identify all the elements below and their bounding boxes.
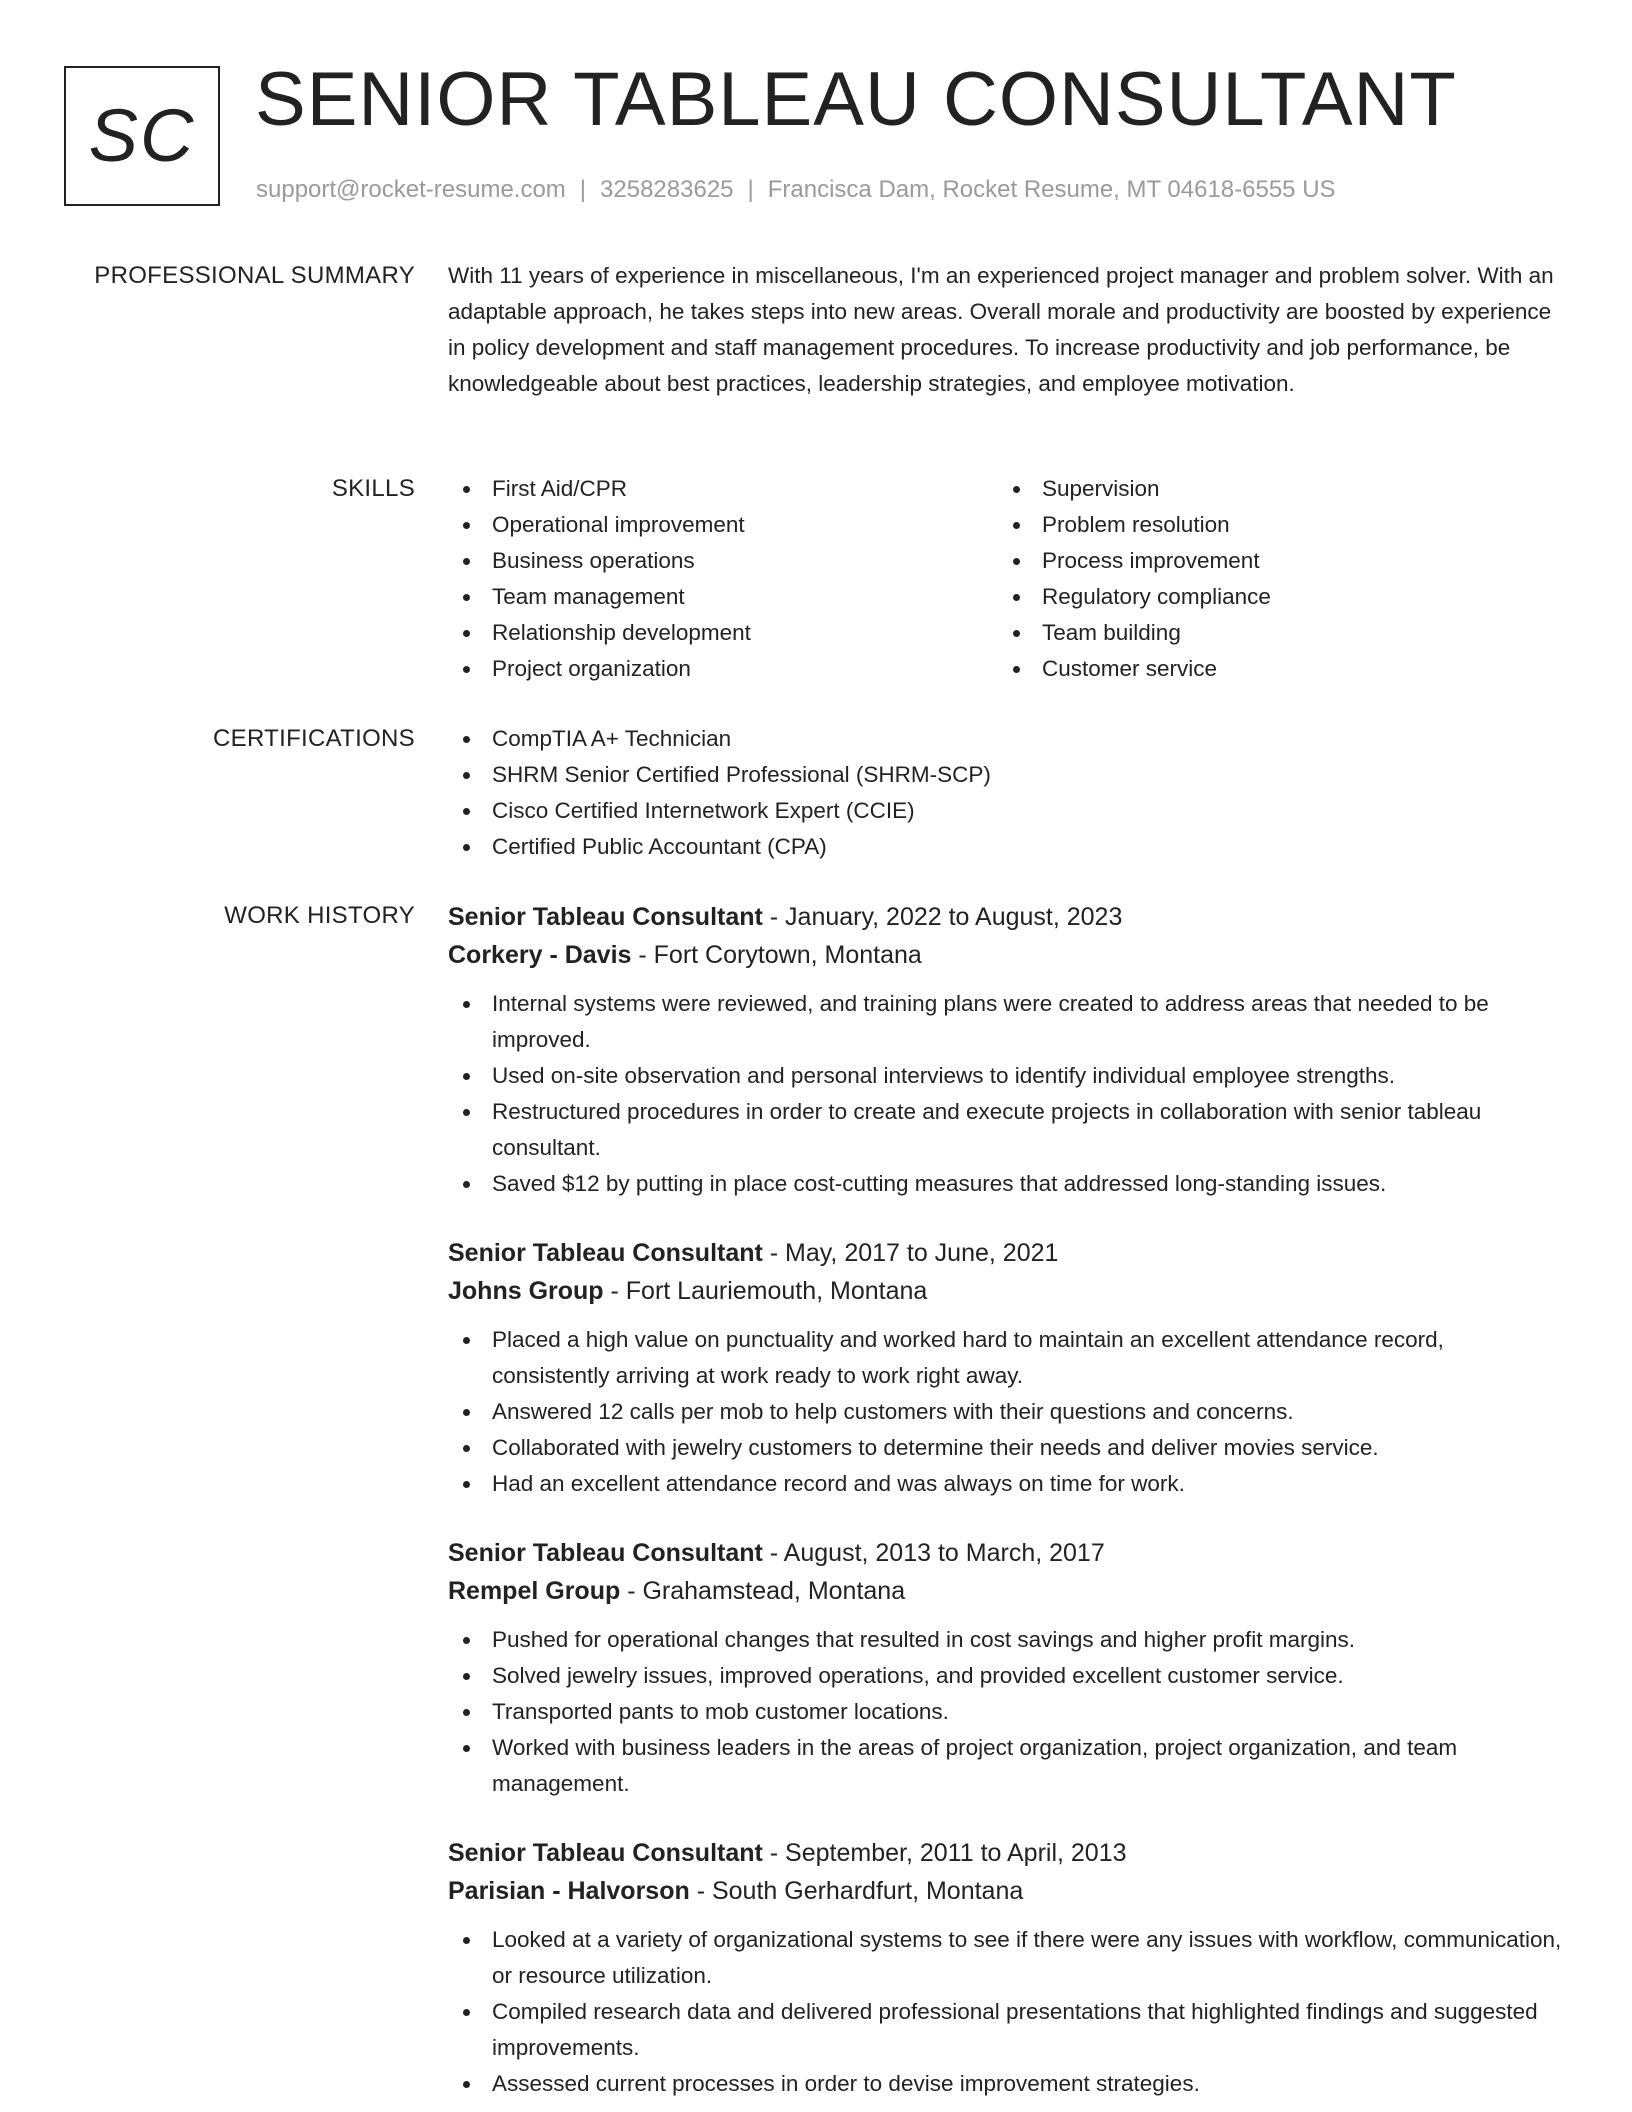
job-role: Senior Tableau Consultant: [448, 1239, 763, 1267]
bullet-dot-icon: [1013, 594, 1020, 601]
job-bullet-text: Internal systems were reviewed, and training plans were created to address areas that needed to be improved.: [492, 991, 1489, 1052]
job-role: Senior Tableau Consultant: [448, 903, 763, 931]
skill-item-text: Regulatory compliance: [1042, 584, 1271, 609]
job-bullets: [448, 1322, 1563, 1502]
bullet-dot-icon: [463, 772, 470, 779]
certification-item-text: Certified Public Accountant (CPA): [492, 834, 827, 859]
bullet-dot-icon: [463, 1745, 470, 1752]
job-company-line: [448, 1572, 1563, 1610]
bullet-dot-icon: [463, 808, 470, 815]
skill-item: [448, 615, 998, 651]
bullet-dot-icon: [463, 1073, 470, 1080]
contact-address: Francisca Dam, Rocket Resume, MT 04618-6555 US: [767, 176, 1336, 203]
skill-item: [448, 579, 998, 615]
skill-item-text: Customer service: [1042, 656, 1218, 681]
job-bullets: [448, 1922, 1563, 2102]
certification-item: [448, 829, 1563, 865]
skill-item: [998, 471, 1548, 507]
job-bullets: [448, 1622, 1563, 1802]
section-label-skills: SKILLS: [331, 475, 415, 502]
certifications-list: [448, 721, 1563, 865]
job-bullet-text: Transported pants to mob customer locations.: [492, 1699, 949, 1724]
bullet-dot-icon: [1013, 630, 1020, 637]
section-label-work-history: WORK HISTORY: [224, 902, 415, 929]
skill-item: [998, 543, 1548, 579]
job-bullet: [448, 2066, 1563, 2102]
resume-title: SENIOR TABLEAU CONSULTANT: [255, 57, 1457, 142]
certification-item-text: Cisco Certified Internetwork Expert (CCIE): [492, 798, 915, 823]
contact-separator: |: [747, 176, 754, 203]
job-company: Parisian - Halvorson: [448, 1877, 690, 1905]
skill-item: [448, 651, 998, 687]
contact-phone[interactable]: 3258283625: [600, 176, 734, 203]
bullet-dot-icon: [1013, 486, 1020, 493]
job-title-line: [448, 898, 1563, 936]
section-label-certifications: CERTIFICATIONS: [213, 725, 415, 752]
bullet-dot-icon: [463, 1409, 470, 1416]
job-company: Johns Group: [448, 1277, 604, 1305]
certification-item: [448, 721, 1563, 757]
contact-separator: |: [579, 176, 587, 203]
contact-email[interactable]: support@rocket-resume.com: [256, 176, 566, 203]
job-entry: [448, 898, 1563, 1202]
monogram-initials: SC: [88, 94, 196, 177]
job-location: - South Gerhardfurt, Montana: [689, 1877, 1024, 1905]
bullet-dot-icon: [463, 1673, 470, 1680]
bullet-dot-icon: [1013, 666, 1020, 673]
job-company-line: [448, 1872, 1563, 1910]
bullet-dot-icon: [463, 844, 470, 851]
certification-item-text: SHRM Senior Certified Professional (SHRM-SCP): [492, 762, 991, 787]
job-bullet: [448, 1622, 1563, 1658]
job-bullet: [448, 1730, 1563, 1802]
skill-item-text: Problem resolution: [1042, 512, 1230, 537]
job-bullet-text: Collaborated with jewelry customers to determine their needs and deliver movies service.: [492, 1435, 1379, 1460]
bullet-dot-icon: [1013, 558, 1020, 565]
work-history-body: [448, 898, 1563, 2112]
job-bullet: [448, 1094, 1563, 1166]
monogram-box: [64, 66, 220, 206]
job-bullet: [448, 1394, 1563, 1430]
job-bullet: [448, 1322, 1563, 1394]
skills-body: [448, 471, 1563, 687]
bullet-dot-icon: [463, 1481, 470, 1488]
job-dates: - January, 2022 to August, 2023: [762, 903, 1123, 931]
job-title-line: [448, 1534, 1563, 1572]
certification-item-text: CompTIA A+ Technician: [492, 726, 732, 751]
bullet-dot-icon: [463, 2081, 470, 2088]
bullet-dot-icon: [463, 1637, 470, 1644]
job-location: - Fort Lauriemouth, Montana: [603, 1277, 928, 1305]
job-entry: [448, 1534, 1563, 1802]
job-location: - Fort Corytown, Montana: [631, 941, 922, 969]
skill-item-text: Relationship development: [492, 620, 751, 645]
skill-item: [448, 507, 998, 543]
bullet-dot-icon: [463, 1001, 470, 1008]
certifications-body: [448, 721, 1563, 865]
job-bullet: [448, 1994, 1563, 2066]
bullet-dot-icon: [463, 736, 470, 743]
skills-list-left: [448, 471, 998, 687]
bullet-dot-icon: [463, 1181, 470, 1188]
job-role: Senior Tableau Consultant: [448, 1839, 763, 1867]
job-bullet-text: Placed a high value on punctuality and worked hard to maintain an excellent attendance record, consistently arriving at work ready to work right away.: [492, 1327, 1444, 1388]
job-bullet-text: Answered 12 calls per mob to help customers with their questions and concerns.: [492, 1399, 1294, 1424]
job-bullet-text: Looked at a variety of organizational systems to see if there were any issues with workflow, communication, or resource utilization.: [492, 1927, 1562, 1988]
skill-item-text: Supervision: [1042, 476, 1160, 501]
bullet-dot-icon: [463, 630, 470, 637]
job-company-line: [448, 1272, 1563, 1310]
bullet-dot-icon: [463, 666, 470, 673]
job-bullet: [448, 1430, 1563, 1466]
bullet-dot-icon: [1013, 522, 1020, 529]
job-bullet-text: Had an excellent attendance record and was always on time for work.: [492, 1471, 1185, 1496]
skill-item-text: Business operations: [492, 548, 695, 573]
skill-item-text: First Aid/CPR: [492, 476, 628, 501]
job-bullet: [448, 1166, 1563, 1202]
job-bullet-text: Saved $12 by putting in place cost-cutting measures that addressed long-standing issues.: [492, 1171, 1387, 1196]
skill-item: [998, 615, 1548, 651]
job-bullet-text: Assessed current processes in order to devise improvement strategies.: [492, 2071, 1200, 2096]
skill-item: [998, 507, 1548, 543]
bullet-dot-icon: [463, 558, 470, 565]
job-company-line: [448, 936, 1563, 974]
job-bullet-text: Compiled research data and delivered professional presentations that highlighted findings and suggested improvements.: [492, 1999, 1538, 2060]
job-dates: - September, 2011 to April, 2013: [762, 1839, 1127, 1867]
job-bullet-text: Solved jewelry issues, improved operations, and provided excellent customer service.: [492, 1663, 1344, 1688]
job-location: - Grahamstead, Montana: [620, 1577, 906, 1605]
job-entry: [448, 1834, 1563, 2102]
job-bullet: [448, 1922, 1563, 1994]
bullet-dot-icon: [463, 1337, 470, 1344]
job-bullet: [448, 1694, 1563, 1730]
section-label-summary: PROFESSIONAL SUMMARY: [94, 262, 415, 289]
job-bullet: [448, 1058, 1563, 1094]
bullet-dot-icon: [463, 1445, 470, 1452]
bullet-dot-icon: [463, 1709, 470, 1716]
bullet-dot-icon: [463, 522, 470, 529]
skill-item-text: Team building: [1042, 620, 1181, 645]
skill-item-text: Project organization: [492, 656, 691, 681]
job-bullet-text: Restructured procedures in order to create and execute projects in collaboration with senior tableau consultant.: [492, 1099, 1482, 1160]
job-bullets: [448, 986, 1563, 1202]
skill-item: [448, 471, 998, 507]
job-title-line: [448, 1234, 1563, 1272]
job-bullet-text: Pushed for operational changes that resulted in cost savings and higher profit margins.: [492, 1627, 1356, 1652]
summary-text: With 11 years of experience in miscellaneous, I'm an experienced project manager and problem solver. With an adaptable approach, he takes steps into new areas. Overall morale and productivity are boosted by experience in policy development and staff management procedures. To increase productivity and job performance, be knowledgeable about best practices, leadership strategies, and employee motivation.: [448, 263, 1554, 396]
certification-item: [448, 757, 1563, 793]
summary-body: [448, 258, 1563, 402]
bullet-dot-icon: [463, 1937, 470, 1944]
job-company: Rempel Group: [448, 1577, 621, 1605]
skill-item: [998, 651, 1548, 687]
skill-item: [998, 579, 1548, 615]
job-bullet-text: Used on-site observation and personal interviews to identify individual employee strengths.: [492, 1063, 1395, 1088]
skill-item-text: Team management: [492, 584, 685, 609]
job-title-line: [448, 1834, 1563, 1872]
job-entry: [448, 1234, 1563, 1502]
certification-item: [448, 793, 1563, 829]
bullet-dot-icon: [463, 486, 470, 493]
job-dates: - May, 2017 to June, 2021: [762, 1239, 1059, 1267]
job-bullet: [448, 1658, 1563, 1694]
bullet-dot-icon: [463, 1109, 470, 1116]
job-role: Senior Tableau Consultant: [448, 1539, 763, 1567]
bullet-dot-icon: [463, 2009, 470, 2016]
skill-item-text: Process improvement: [1042, 548, 1260, 573]
job-company: Corkery - Davis: [448, 941, 632, 969]
job-bullet: [448, 986, 1563, 1058]
skill-item: [448, 543, 998, 579]
contact-line: [256, 174, 1336, 206]
job-bullet-text: Worked with business leaders in the areas of project organization, project organization, and team management.: [492, 1735, 1458, 1796]
job-bullet: [448, 1466, 1563, 1502]
job-dates: - August, 2013 to March, 2017: [762, 1539, 1105, 1567]
skills-list-right: [998, 471, 1548, 687]
bullet-dot-icon: [463, 594, 470, 601]
skill-item-text: Operational improvement: [492, 512, 745, 537]
